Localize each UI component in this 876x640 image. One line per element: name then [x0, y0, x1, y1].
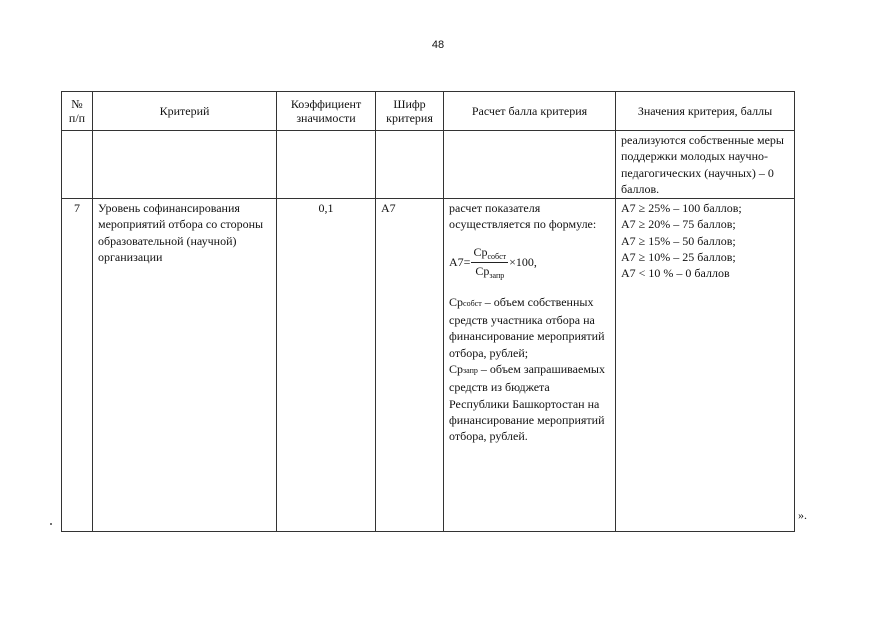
header-code: Шифр критерия	[376, 92, 444, 131]
page-number: 48	[431, 39, 445, 51]
header-coefficient: Коэффициент значимости	[277, 92, 376, 131]
header-values: Значения критерия, баллы	[616, 92, 795, 131]
value-line: А7 < 10 % – 0 баллов	[621, 266, 730, 281]
value-line: А7 ≥ 20% – 75 баллов;	[621, 217, 736, 232]
cell-empty	[444, 131, 616, 199]
cell-empty	[62, 131, 93, 199]
continuation-values-cell: реализуются собственные меры поддержки молодых научно-педагогических (научных) – 0 баллов.	[616, 131, 795, 199]
formula-fraction	[471, 245, 508, 280]
header-criterion: Критерий	[93, 92, 277, 131]
formula-lhs: А7=	[449, 255, 471, 270]
table-row-continuation	[62, 131, 795, 199]
formula-denominator: $Ср_{запр}$	[475, 263, 505, 280]
row7-coefficient: 0,1	[277, 199, 376, 532]
row7-calculation	[444, 199, 616, 532]
cell-empty	[277, 131, 376, 199]
row7-num: 7	[62, 199, 93, 532]
table-row-7	[62, 199, 795, 532]
definition-requested-funds: Срзапр – объем запрашиваемых средств из бюджета Республики Башкортостан на финансирование мероприятий отбора, рублей.	[449, 361, 605, 444]
formula-tail: ×100,	[509, 255, 537, 270]
cell-empty	[376, 131, 444, 199]
criteria-table	[61, 91, 795, 532]
closing-quote-mark: ».	[798, 508, 807, 522]
row7-code: А7	[376, 199, 444, 532]
formula	[449, 245, 610, 280]
header-num: № п/п	[62, 92, 93, 131]
value-line: А7 ≥ 25% – 100 баллов;	[621, 201, 742, 216]
cell-empty	[93, 131, 277, 199]
scan-speck	[50, 523, 52, 525]
value-line: А7 ≥ 15% – 50 баллов;	[621, 233, 736, 248]
table-header-row	[62, 92, 795, 131]
formula-numerator: $Ср_{собст}$	[473, 244, 507, 261]
row7-criterion: Уровень софинансирования мероприятий отбора со стороны образовательной (научной) организации	[93, 199, 277, 532]
definition-own-funds: Срсобст – объем собственных средств участника отбора на финансирование мероприятий отбора, рублей;	[449, 294, 605, 360]
value-line: А7 ≥ 10% – 25 баллов;	[621, 250, 736, 265]
header-calculation: Расчет балла критерия	[444, 92, 616, 131]
calc-intro: расчет показателя осуществляется по формуле:	[449, 201, 597, 232]
row7-values	[616, 199, 795, 532]
